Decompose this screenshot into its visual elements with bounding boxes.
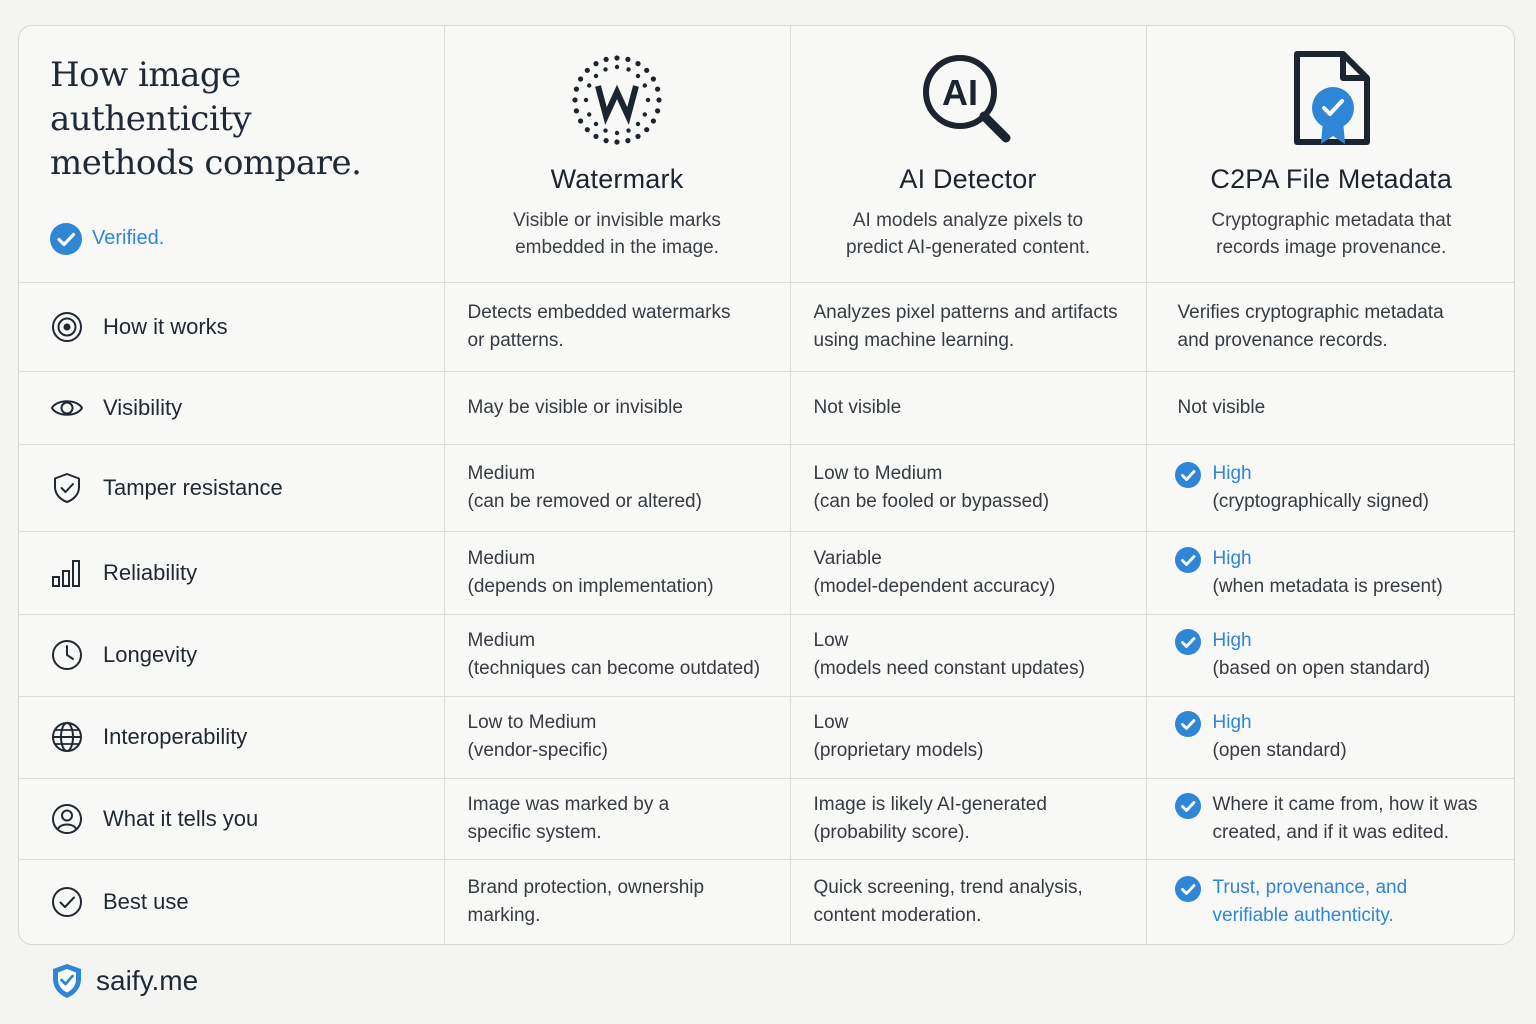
check-badge-icon: [1175, 711, 1201, 737]
verified-document-icon: [1291, 50, 1371, 150]
cell-watermark: Image was marked by a specific system.: [444, 778, 790, 859]
row-label: Visibility: [103, 394, 183, 420]
title-line-2: methods compare.: [50, 142, 362, 183]
row-best-use: [19, 859, 1515, 944]
shield-logo-icon: [50, 962, 84, 1000]
row-label: Interoperability: [103, 724, 248, 749]
method-name-watermark: Watermark: [550, 164, 684, 195]
check-circle-icon: [50, 885, 84, 919]
row-reliability: [19, 531, 1515, 614]
check-badge-icon: [50, 223, 82, 255]
page-title: [50, 53, 424, 185]
cell-watermark: Medium (depends on implementation): [444, 531, 790, 614]
cell-watermark: Detects embedded watermarks or patterns.: [444, 282, 790, 371]
check-badge-icon: [1175, 629, 1201, 655]
cell-c2pa: High (when metadata is present): [1146, 531, 1515, 614]
cell-watermark: Low to Medium (vendor-specific): [444, 696, 790, 778]
footer-brand: [50, 962, 198, 1000]
cell-c2pa: High (cryptographically signed): [1146, 444, 1515, 531]
check-badge-icon: [1175, 876, 1201, 902]
cell-ai: Image is likely AI-generated (probability score).: [790, 778, 1146, 859]
user-icon: [50, 802, 84, 836]
cell-c2pa: High (open standard): [1146, 696, 1515, 778]
method-name-ai-detector: AI Detector: [899, 164, 1037, 195]
row-label: Reliability: [103, 559, 198, 585]
check-badge-icon: [1175, 547, 1201, 573]
row-label: Tamper resistance: [103, 474, 283, 500]
cell-watermark: May be visible or invisible: [444, 371, 790, 444]
cell-c2pa: Verifies cryptographic metadata and provenance records.: [1146, 282, 1515, 371]
cell-ai: Low (proprietary models): [790, 696, 1146, 778]
header-row: [19, 26, 1515, 282]
cell-ai: Low (models need constant updates): [790, 614, 1146, 696]
cell-c2pa: Where it came from, how it was created, and if it was edited.: [1146, 778, 1515, 859]
row-visibility: [19, 371, 1515, 444]
clock-icon: [50, 638, 84, 672]
cell-watermark: Medium (can be removed or altered): [444, 444, 790, 531]
title-line-1: How image authenticity: [50, 54, 252, 139]
cell-c2pa: High (based on open standard): [1146, 614, 1515, 696]
cell-c2pa: Not visible: [1146, 371, 1515, 444]
method-ai-detector: [790, 26, 1146, 282]
cell-watermark: Medium (techniques can become outdated): [444, 614, 790, 696]
watermark-w-icon: [571, 54, 663, 146]
ai-icon-text: AI: [942, 72, 978, 114]
method-desc-c2pa: Cryptographic metadata that records image provenance.: [1211, 210, 1452, 259]
title-cell: [19, 26, 444, 282]
row-label: Best use: [103, 888, 189, 914]
cell-ai: Not visible: [790, 371, 1146, 444]
verified-badge: [50, 223, 424, 255]
cell-watermark: Brand protection, ownership marking.: [444, 859, 790, 944]
comparison-table: [19, 26, 1515, 944]
brand-name[interactable]: saify.me: [96, 965, 199, 996]
cell-ai: Low to Medium (can be fooled or bypassed): [790, 444, 1146, 531]
row-interoperability: [19, 696, 1515, 778]
cell-ai: Quick screening, trend analysis, content moderation.: [790, 859, 1146, 944]
method-desc-watermark: Visible or invisible marks embedded in the image.: [513, 210, 721, 259]
check-badge-icon: [1175, 462, 1201, 488]
shield-check-icon: [50, 471, 84, 505]
eye-icon: [50, 391, 84, 425]
method-desc-ai-detector: AI models analyze pixels to predict AI-generated content.: [846, 210, 1090, 259]
method-name-c2pa: C2PA File Metadata: [1210, 164, 1453, 195]
row-how-it-works: [19, 282, 1515, 371]
method-watermark: [444, 26, 790, 282]
bar-chart-icon: [50, 556, 84, 590]
row-what-it-tells-you: [19, 778, 1515, 859]
cell-c2pa: Trust, provenance, and verifiable authenticity.: [1146, 859, 1515, 944]
row-longevity: [19, 614, 1515, 696]
method-c2pa: [1146, 26, 1515, 282]
row-label: How it works: [103, 313, 228, 339]
row-label: What it tells you: [103, 805, 259, 831]
cell-ai: Analyzes pixel patterns and artifacts using machine learning.: [790, 282, 1146, 371]
check-badge-icon: [1175, 793, 1201, 819]
verified-label: Verified.: [92, 227, 165, 250]
comparison-card: [18, 25, 1515, 945]
ai-magnifier-icon: [920, 52, 1016, 148]
target-icon: [50, 310, 84, 344]
row-tamper-resistance: [19, 444, 1515, 531]
cell-ai: Variable (model-dependent accuracy): [790, 531, 1146, 614]
row-label: Longevity: [103, 642, 198, 667]
globe-icon: [50, 720, 84, 754]
